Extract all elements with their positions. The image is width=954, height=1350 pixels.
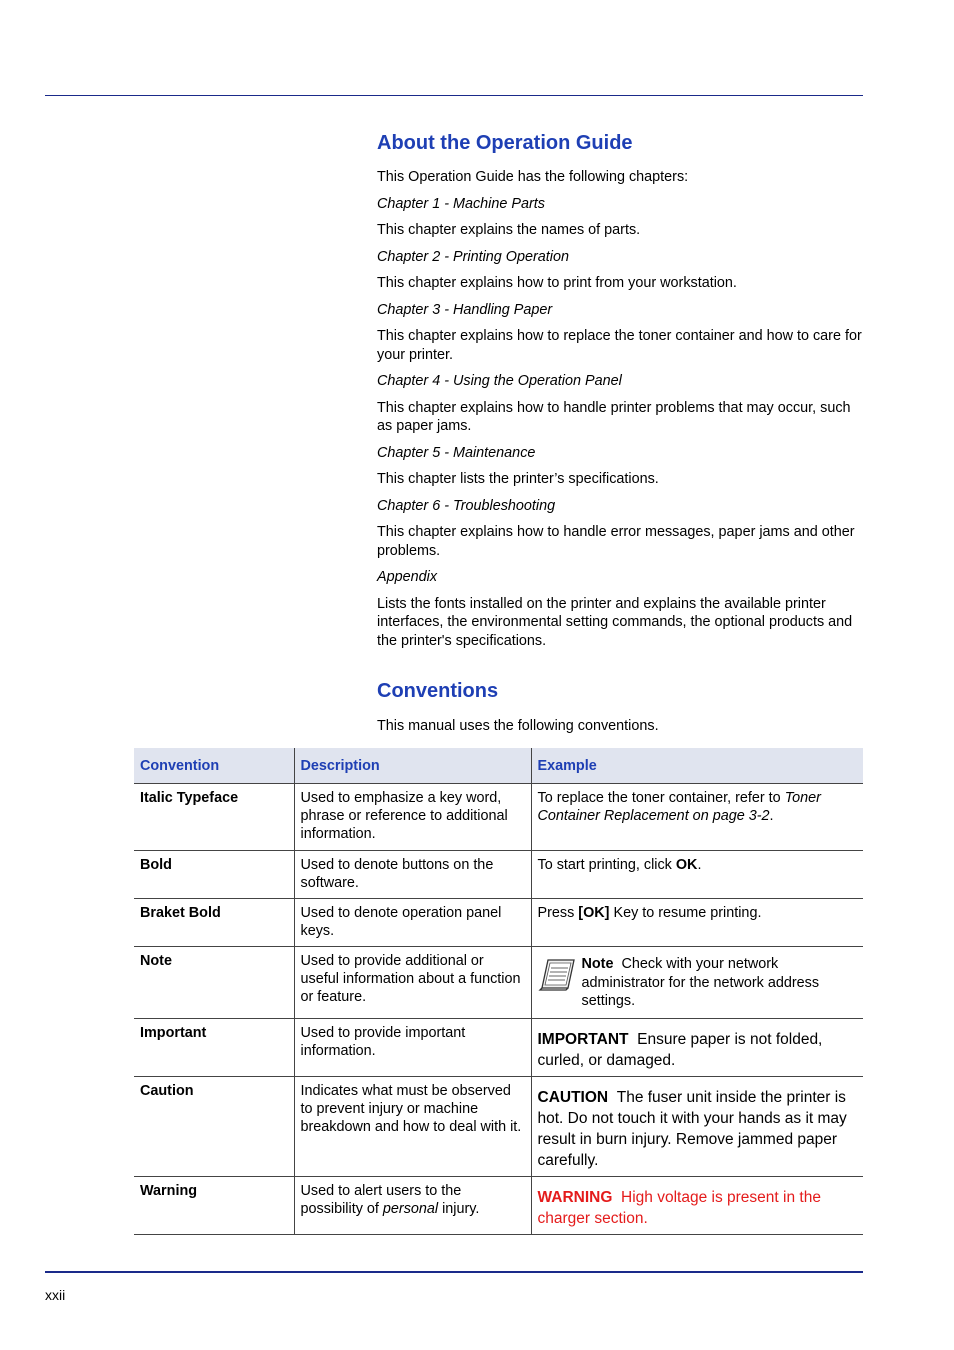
conventions-intro: This manual uses the following conventions. bbox=[377, 718, 659, 734]
table-row bbox=[134, 1019, 863, 1077]
conventions-heading: Conventions bbox=[377, 680, 499, 702]
personal-emphasis: personal bbox=[382, 1201, 439, 1217]
chapter-1-title: Chapter 1 - Machine Parts bbox=[377, 195, 545, 212]
note-text: Check with your network administrator for the network address settings. bbox=[581, 956, 820, 1009]
header-description: Description bbox=[294, 748, 531, 784]
about-intro: This Operation Guide has the following chapters: bbox=[377, 169, 689, 185]
important-label: IMPORTANT bbox=[537, 1031, 629, 1048]
convention-example: To start printing, click OK. bbox=[531, 851, 863, 899]
appendix-title: Appendix bbox=[377, 569, 438, 585]
table-row bbox=[134, 947, 863, 1019]
convention-example bbox=[531, 1177, 863, 1235]
convention-name: Braket Bold bbox=[134, 899, 294, 947]
chapter-5-title: Chapter 5 - Maintenance bbox=[377, 444, 536, 461]
convention-example bbox=[531, 947, 863, 1019]
chapter-5-desc: This chapter lists the printer’s specifications. bbox=[377, 471, 659, 487]
convention-description: Used to denote operation panel keys. bbox=[294, 899, 531, 947]
warning-label: WARNING bbox=[537, 1189, 613, 1206]
header-convention: Convention bbox=[134, 748, 294, 784]
convention-example: Press [OK] Key to resume printing. bbox=[531, 899, 863, 947]
about-heading: About the Operation Guide bbox=[377, 132, 633, 154]
convention-example bbox=[531, 1019, 863, 1077]
convention-name: Caution bbox=[134, 1077, 294, 1177]
example-bold-key: [OK] bbox=[578, 905, 610, 921]
footer-rule bbox=[45, 1271, 863, 1273]
convention-name: Warning bbox=[134, 1177, 294, 1235]
convention-description: Indicates what must be observed to prevent injury or machine breakdown and how to deal with it. bbox=[294, 1077, 531, 1177]
note-label: Note bbox=[581, 956, 614, 972]
conventions-table bbox=[134, 748, 863, 1235]
convention-description: Used to provide important information. bbox=[294, 1019, 531, 1077]
convention-description: Used to provide additional or useful information about a function or feature. bbox=[294, 947, 531, 1019]
convention-name: Bold bbox=[134, 851, 294, 899]
convention-name: Important bbox=[134, 1019, 294, 1077]
example-bold-ok: OK bbox=[675, 857, 698, 873]
caution-label: CAUTION bbox=[537, 1089, 609, 1106]
convention-name: Italic Typeface bbox=[134, 784, 294, 851]
convention-example bbox=[531, 1077, 863, 1177]
chapter-1-desc: This chapter explains the names of parts. bbox=[377, 222, 641, 238]
convention-description: Used to alert users to the possibility of personal injury. bbox=[294, 1177, 531, 1235]
chapter-2-desc: This chapter explains how to print from your workstation. bbox=[377, 275, 737, 291]
chapter-6-title: Chapter 6 - Troubleshooting bbox=[377, 497, 556, 514]
convention-name: Note bbox=[134, 947, 294, 1019]
main-content bbox=[377, 130, 863, 736]
example-italic-ref: Toner Container Replacement on page 3-2 bbox=[537, 790, 821, 824]
chapter-6-desc: This chapter explains how to handle error messages, paper jams and other problems. bbox=[377, 524, 855, 559]
table-row bbox=[134, 899, 863, 947]
header-rule bbox=[45, 95, 863, 96]
chapter-3-title: Chapter 3 - Handling Paper bbox=[377, 301, 553, 318]
note-book-icon bbox=[538, 958, 582, 997]
table-row bbox=[134, 1177, 863, 1235]
chapter-4-desc: This chapter explains how to handle printer problems that may occur, such as paper jams. bbox=[377, 399, 851, 434]
appendix-desc: Lists the fonts installed on the printer and explains the available printer interfaces, the environmental setting commands, the optional products and the printer's specifications. bbox=[377, 595, 853, 649]
chapter-2-title: Chapter 2 - Printing Operation bbox=[377, 248, 569, 265]
caution-text: The fuser unit inside the printer is hot. Do not touch it with your hands as it may result in burn injury. Remove jammed paper carefully. bbox=[537, 1089, 847, 1169]
important-text: Ensure paper is not folded, curled, or damaged. bbox=[537, 1031, 823, 1069]
chapter-3-desc: This chapter explains how to replace the toner container and how to care for your printer. bbox=[377, 328, 862, 363]
convention-example: To replace the toner container, refer to Toner Container Replacement on page 3-2. bbox=[531, 784, 863, 851]
table-row bbox=[134, 1077, 863, 1177]
table-header-row bbox=[134, 748, 863, 784]
table-row bbox=[134, 784, 863, 851]
header-example: Example bbox=[531, 748, 863, 784]
convention-description: Used to denote buttons on the software. bbox=[294, 851, 531, 899]
table-row bbox=[134, 851, 863, 899]
warning-text: High voltage is present in the charger section. bbox=[537, 1189, 821, 1227]
convention-description: Used to emphasize a key word, phrase or reference to additional information. bbox=[294, 784, 531, 851]
page-number: xxii bbox=[45, 1287, 66, 1303]
chapter-4-title: Chapter 4 - Using the Operation Panel bbox=[377, 373, 622, 389]
